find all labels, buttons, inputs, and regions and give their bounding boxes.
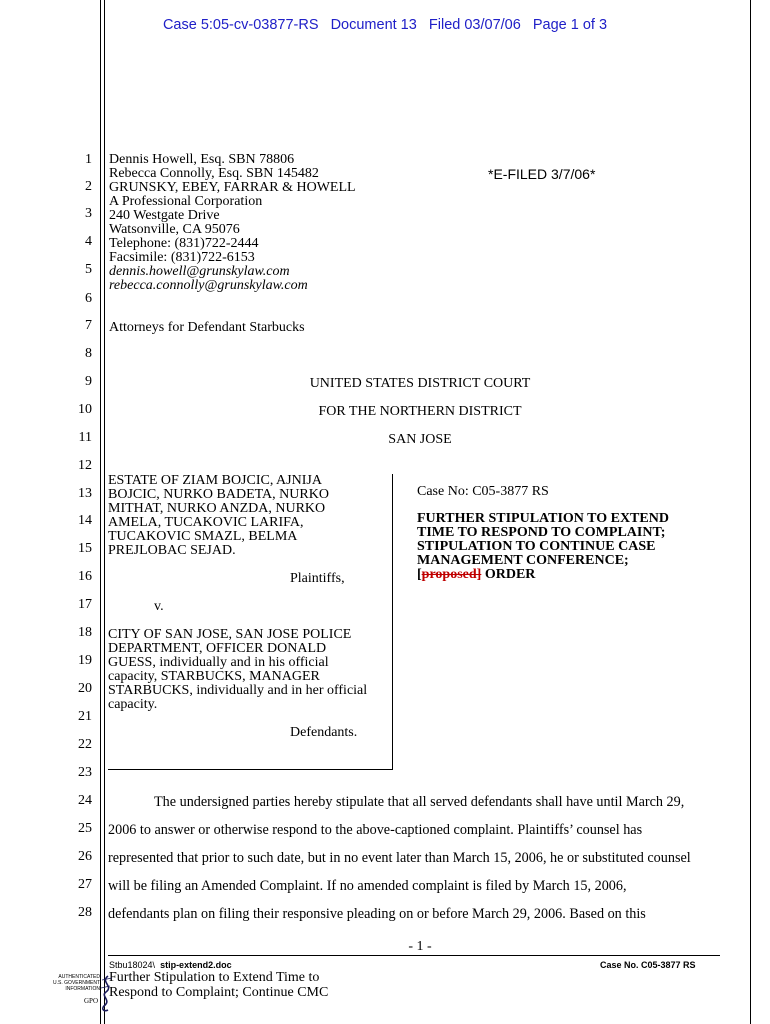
attorneys-for: Attorneys for Defendant Starbucks	[109, 320, 305, 335]
line-number: 25	[78, 821, 92, 836]
plaintiff-line: PREJLOBAC SEJAD.	[108, 543, 236, 558]
footer-rule	[108, 955, 720, 956]
defendant-line: CITY OF SAN JOSE, SAN JOSE POLICE	[108, 627, 352, 642]
attorney-line: GRUNSKY, EBEY, FARRAR & HOWELL	[109, 180, 356, 195]
line-number: 9	[85, 374, 92, 389]
efiled-stamp: *E-FILED 3/7/06*	[488, 166, 596, 182]
line-number: 3	[85, 206, 92, 221]
line-number: 18	[78, 625, 92, 640]
body-line: represented that prior to such date, but in no event later than March 15, 2006, he or substituted counsel	[108, 850, 691, 866]
footer-title-line: Further Stipulation to Extend Time to	[109, 970, 320, 985]
title-order: ORDER	[481, 567, 536, 582]
defendant-line: STARBUCKS, individually and in her official	[108, 683, 368, 698]
caption-divider-vertical	[392, 474, 393, 770]
body-line: The undersigned parties hereby stipulate that all served defendants shall have until March 29,	[154, 794, 685, 810]
line-number: 22	[78, 737, 92, 752]
line-number: 6	[85, 291, 92, 306]
footer-title-line: Respond to Complaint; Continue CMC	[109, 985, 329, 1000]
case-number: Case No: C05-3877 RS	[417, 484, 549, 499]
attorney-line: 240 Westgate Drive	[109, 208, 220, 223]
line-number: 17	[78, 597, 92, 612]
body-line: defendants plan on filing their responsive pleading on or before March 29, 2006. Based on this	[108, 906, 646, 922]
defendants-label: Defendants.	[290, 725, 358, 740]
line-number: 2	[85, 179, 92, 194]
body-line: 2006 to answer or otherwise respond to the above-captioned complaint. Plaintiffs’ counsel has	[108, 822, 643, 838]
file-ref: Stbu18024\	[109, 960, 156, 970]
plaintiff-line: ESTATE OF ZIAM BOJCIC, AJNIJA	[108, 473, 322, 488]
title-line: FURTHER STIPULATION TO EXTEND	[417, 511, 669, 526]
title-order-line	[417, 568, 669, 582]
struck-proposed: proposed]	[421, 567, 482, 582]
title-line: STIPULATION TO CONTINUE CASE	[417, 539, 656, 554]
caption-divider-horizontal	[108, 769, 393, 770]
gpo-authentication-seal	[36, 972, 116, 1018]
line-number: 8	[85, 346, 92, 361]
eagle-icon	[96, 974, 118, 1014]
court-district: FOR THE NORTHERN DISTRICT	[318, 404, 522, 419]
attorney-block	[109, 153, 356, 293]
attorney-line: A Professional Corporation	[109, 194, 263, 209]
seal-gpo: GPO	[84, 997, 99, 1005]
line-number: 7	[85, 318, 92, 333]
attorney-line: Facsimile: (831)722-6153	[109, 250, 255, 265]
right-margin-rule	[750, 0, 751, 1024]
page-number: - 1 -	[408, 939, 432, 954]
document-title	[417, 512, 669, 582]
line-number: 27	[78, 877, 92, 892]
email-link[interactable]: dennis.howell@grunskylaw.com	[109, 264, 290, 279]
title-line: MANAGEMENT CONFERENCE;	[417, 553, 629, 568]
line-number: 21	[78, 709, 92, 724]
line-number: 13	[78, 486, 92, 501]
file-reference	[109, 960, 232, 970]
line-number: 4	[85, 234, 92, 249]
title-line: TIME TO RESPOND TO COMPLAINT;	[417, 525, 666, 540]
line-number: 1	[85, 152, 92, 167]
line-number: 14	[78, 513, 92, 528]
seal-text: AUTHENTICATED U.S. GOVERNMENT INFORMATION	[53, 974, 100, 992]
versus: v.	[154, 599, 164, 614]
left-margin-rule-inner	[104, 0, 105, 1024]
line-number: 23	[78, 765, 92, 780]
court-name: UNITED STATES DISTRICT COURT	[309, 376, 531, 391]
left-margin-rule-outer	[100, 0, 101, 1024]
plaintiffs-label: Plaintiffs,	[290, 571, 345, 586]
line-number: 11	[78, 430, 92, 445]
line-number: 24	[78, 793, 92, 808]
plaintiffs-block	[108, 474, 394, 558]
email-link[interactable]: rebecca.connolly@grunskylaw.com	[109, 278, 308, 293]
line-number: 15	[78, 541, 92, 556]
line-number: 12	[78, 458, 92, 473]
title-bracket: [	[417, 567, 422, 582]
attorney-line: Watsonville, CA 95076	[109, 222, 240, 237]
line-number: 5	[85, 262, 92, 277]
line-number: 10	[78, 402, 92, 417]
defendant-line: capacity.	[108, 697, 158, 712]
plaintiff-line: TUCAKOVIC SMAZL, BELMA	[108, 529, 298, 544]
footer-case-number: Case No. C05-3877 RS	[600, 960, 696, 970]
plaintiff-line: MITHAT, NURKO ANZDA, NURKO	[108, 501, 326, 516]
filing-header: Case 5:05-cv-03877-RS Document 13 Filed 03/07/06 Page 1 of 3	[162, 17, 608, 33]
file-name: stip-extend2.doc	[160, 960, 232, 970]
court-division: SAN JOSE	[388, 432, 452, 447]
defendants-block	[108, 628, 394, 712]
defendant-line: DEPARTMENT, OFFICER DONALD	[108, 641, 327, 656]
line-number: 20	[78, 681, 92, 696]
line-number: 19	[78, 653, 92, 668]
plaintiff-line: AMELA, TUCAKOVIC LARIFA,	[108, 515, 304, 530]
line-number: 16	[78, 569, 92, 584]
plaintiff-line: BOJCIC, NURKO BADETA, NURKO	[108, 487, 329, 502]
line-number: 28	[78, 905, 92, 920]
line-number: 26	[78, 849, 92, 864]
attorney-line: Dennis Howell, Esq. SBN 78806	[109, 152, 295, 167]
attorney-line: Telephone: (831)722-2444	[109, 236, 259, 251]
body-line: will be filing an Amended Complaint. If no amended complaint is filed by March 15, 2006,	[108, 878, 627, 894]
defendant-line: GUESS, individually and in his official	[108, 655, 329, 670]
attorney-line: Rebecca Connolly, Esq. SBN 145482	[109, 166, 319, 181]
defendant-line: capacity, STARBUCKS, MANAGER	[108, 669, 320, 684]
